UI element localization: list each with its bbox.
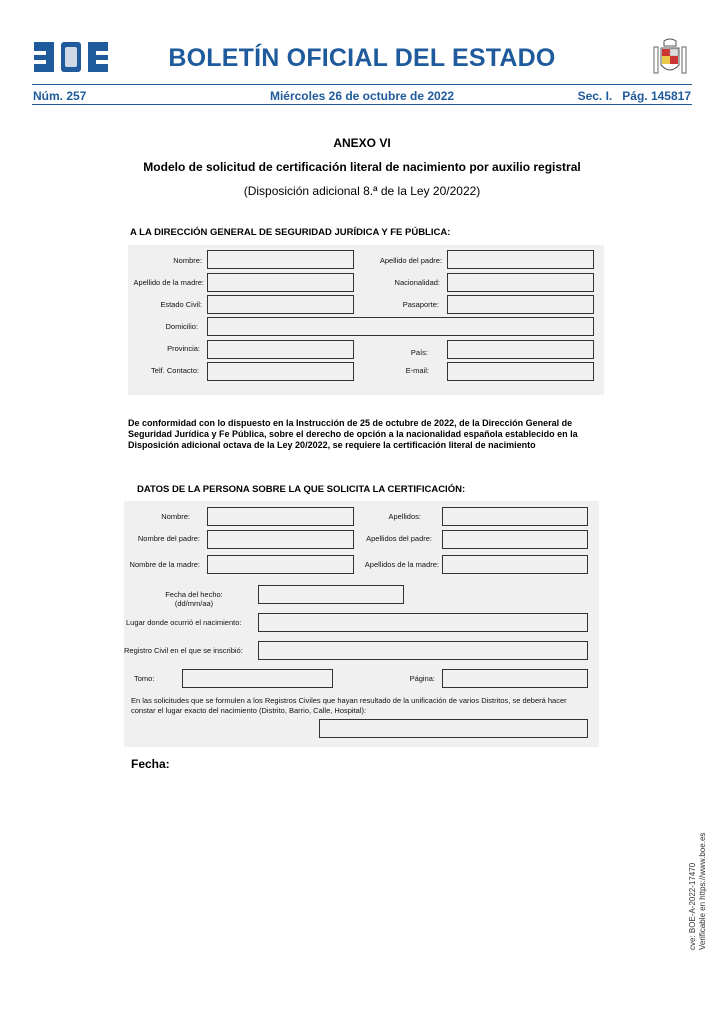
document-subtitle: (Disposición adicional 8.ª de la Ley 20/2022) — [243, 184, 481, 198]
label-nombre: Nombre: — [173, 256, 202, 265]
applicant-estado-civil-field[interactable] — [207, 295, 354, 314]
document-title: Modelo de solicitud de certificación literal de nacimiento por auxilio registral — [143, 160, 581, 174]
label-registro: Registro Civil en el que se inscribió: — [124, 646, 243, 655]
applicant-nacionalidad-field[interactable] — [447, 273, 594, 292]
applicant-pasaporte-field[interactable] — [447, 295, 594, 314]
verify-link[interactable]: Verificable en https://www.boe.es — [698, 832, 707, 950]
cve-code: cve: BOE-A-2022-17470 — [688, 862, 697, 950]
section2-title: DATOS DE LA PERSONA SOBRE LA QUE SOLICITA LA CERTIFICACIÓN: — [137, 484, 466, 495]
applicant-apellido-padre-field[interactable] — [447, 250, 594, 269]
label-fecha-formato: (dd/mm/aa) — [174, 599, 214, 608]
label-pais: País: — [410, 348, 428, 357]
legal-paragraph: De conformidad con lo dispuesto en la Instrucción de 25 de octubre de 2022, de la Dirección General de Seguridad Jurídica y Fe Pública, sobre el derecho de opción a la nacionalidad española establecido en la Disposición adicional octava de la Ley 20/2022, se requiere la certificación literal de nacimiento — [128, 418, 578, 450]
label-s2-nombre-padre: Nombre del padre: — [137, 534, 200, 543]
applicant-email-field[interactable] — [447, 362, 594, 381]
label-pasaporte: Pasaporte: — [402, 300, 439, 309]
annex-heading: ANEXO VI — [333, 136, 391, 150]
label-lugar: Lugar donde ocurrió el nacimiento: — [126, 618, 242, 627]
verification-note — [688, 833, 708, 950]
header-rule-top — [32, 84, 692, 85]
label-s2-apellidos-padre: Apellidos del padre: — [366, 534, 432, 543]
issue-number: Núm. 257 — [33, 89, 87, 103]
section-page: Sec. I. Pág. 145817 — [577, 89, 691, 103]
label-s2-nombre-madre: Nombre de la madre: — [129, 560, 200, 569]
subject-nombre-madre-field[interactable] — [207, 555, 354, 574]
applicant-domicilio-field[interactable] — [207, 317, 594, 336]
label-pagina: Página: — [409, 674, 435, 683]
label-s2-apellidos: Apellidos: — [388, 512, 421, 521]
label-telefono: Telf. Contacto: — [151, 366, 199, 375]
label-nacionalidad: Nacionalidad: — [394, 278, 440, 287]
applicant-provincia-field[interactable] — [207, 340, 354, 359]
applicant-apellido-madre-field[interactable] — [207, 273, 354, 292]
section1-title: A LA DIRECCIÓN GENERAL DE SEGURIDAD JURÍDICA Y FE PÚBLICA: — [130, 227, 451, 238]
subject-nombre-padre-field[interactable] — [207, 530, 354, 549]
applicant-nombre-field[interactable] — [207, 250, 354, 269]
applicant-telefono-field[interactable] — [207, 362, 354, 381]
subject-lugar-exacto-field[interactable] — [319, 719, 588, 738]
label-estado-civil: Estado Civil: — [160, 300, 202, 309]
subject-fecha-hecho-field[interactable] — [258, 585, 404, 604]
label-fecha-hecho: Fecha del hecho: — [165, 590, 223, 599]
subject-nombre-field[interactable] — [207, 507, 354, 526]
label-s2-nombre: Nombre: — [161, 512, 190, 521]
subject-pagina-field[interactable] — [442, 669, 588, 688]
label-provincia: Provincia: — [167, 344, 200, 353]
coat-of-arms-icon — [652, 37, 688, 79]
issue-date: Miércoles 26 de octubre de 2022 — [269, 89, 455, 103]
label-apellido-padre: Apellido del padre: — [379, 256, 442, 265]
district-note: En las solicitudes que se formulen a los Registros Civiles que hayan resultado de la unificación de varios Distritos, se deberá hacer constar el lugar exacto del nacimiento (Distrito, Barrio, Calle, Hospital): — [131, 696, 567, 715]
subject-apellidos-padre-field[interactable] — [442, 530, 588, 549]
subject-apellidos-field[interactable] — [442, 507, 588, 526]
header-rule-bottom — [32, 104, 692, 105]
label-tomo: Tomo: — [134, 674, 155, 683]
subject-registro-field[interactable] — [258, 641, 588, 660]
subject-tomo-field[interactable] — [182, 669, 333, 688]
applicant-pais-field[interactable] — [447, 340, 594, 359]
label-apellido-madre: Apellido de la madre: — [133, 278, 204, 287]
subject-apellidos-madre-field[interactable] — [442, 555, 588, 574]
label-s2-apellidos-madre: Apellidos de la madre: — [364, 560, 439, 569]
fecha-label: Fecha: — [131, 757, 170, 771]
label-domicilio: Domicilio: — [165, 322, 198, 331]
gazette-title: BOLETÍN OFICIAL DEL ESTADO — [168, 44, 556, 72]
label-email: E-mail: — [405, 366, 429, 375]
subject-lugar-field[interactable] — [258, 613, 588, 632]
